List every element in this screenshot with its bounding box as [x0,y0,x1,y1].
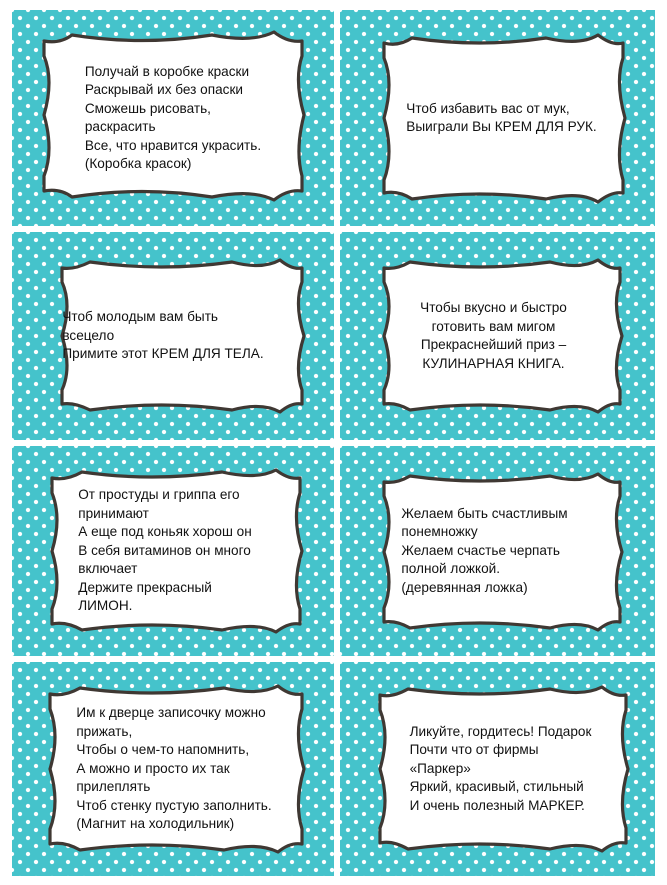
gift-card-marker [340,662,655,876]
card-line: Все, что нравится украсить. [84,137,262,153]
card-line: готовить вам мигом [431,318,556,334]
card-line: КУЛИНАРНАЯ КНИГА. [422,355,565,371]
card-8-text [410,723,592,816]
card-line: принимают [78,505,149,521]
card-line: Чтобы о чем-то напомнить, [76,742,250,758]
card-line: Чтобы вкусно и быстро [420,300,567,315]
card-line: Чтоб молодым вам быть [62,309,219,325]
card-line: «Паркер» [409,760,471,776]
card-line: Чтоб избавить вас от мук, [406,100,570,116]
card-line: понемножку [401,524,478,540]
card-line: прилеплять [76,779,151,795]
gift-card-paint-box [12,10,334,226]
card-line: А еще под коньяк хорош он [78,524,252,540]
card-line: Получай в коробке краски [84,63,250,79]
card-line: полной ложкой. [401,561,501,577]
card-line: И очень полезный МАРКЕР. [409,797,585,813]
card-line: Яркий, красивый, стильный [409,779,584,795]
card-line: Сможешь рисовать, [84,100,211,116]
card-line: Примите этот КРЕМ ДЛЯ ТЕЛА. [62,346,264,362]
card-line: А можно и просто их так [76,760,230,776]
card-line: От простуды и гриппа его [78,487,240,503]
gift-card-fridge-magnet [12,662,334,876]
card-line: В себя витаминов он много [78,542,251,558]
label-text-area [12,10,334,226]
card-1-text [85,63,261,174]
gift-card-body-cream [12,232,334,440]
label-text-area [12,232,334,440]
card-4-text [420,299,567,373]
card-2-text [406,100,596,137]
label-text-area [12,662,334,876]
card-line: Прекраснейший приз – [420,337,567,352]
card-line: Желаем быть счастливым [401,505,568,521]
gift-card-cookbook [340,232,655,440]
card-line: (Коробка красок) [84,156,192,171]
card-line: Чтоб стенку пустую заполнить. [76,797,272,813]
gift-card-wooden-spoon [340,446,655,656]
card-line: Выиграли Вы КРЕМ ДЛЯ РУК. [406,119,597,134]
card-line: Почти что от фирмы [409,742,539,758]
label-text-area [340,446,655,656]
card-7-text [76,704,271,834]
card-line: ЛИМОН. [78,598,133,614]
card-5-text [78,486,252,616]
card-line: (деревянная ложка) [401,579,528,595]
card-line: Держите прекрасный [78,579,212,595]
label-text-area [340,232,655,440]
label-text-area [340,662,655,876]
gift-card-hand-cream [340,10,655,226]
card-line: Желаем счастье черпать [401,542,560,558]
card-line: Им к дверце записочку можно [76,705,266,721]
card-line: включает [78,561,138,577]
card-line: Ликуйте, гордитесь! Подарок [409,723,592,739]
card-line: (Магнит на холодильник) [76,816,235,832]
card-line: прижать, [76,723,133,739]
card-line: Раскрывай их без опаски [84,82,243,97]
label-text-area [340,10,655,226]
label-text-area [12,446,334,656]
card-line: всецело [62,327,115,343]
gift-card-lemon [12,446,334,656]
card-3-text [62,308,263,364]
card-line: раскрасить [84,119,156,134]
card-6-text [401,505,567,598]
